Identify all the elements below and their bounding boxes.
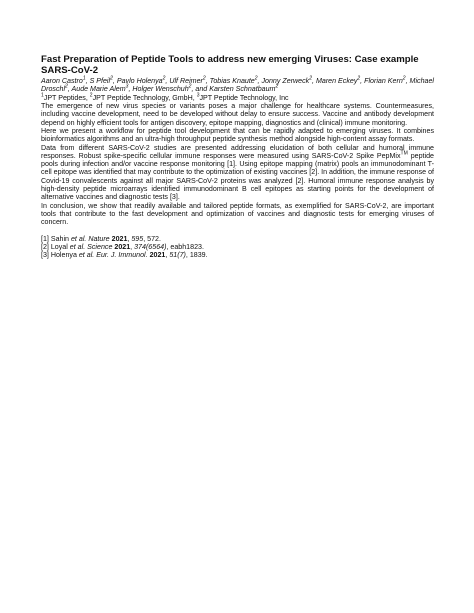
author: S Pfeil$^2$ bbox=[89, 75, 113, 86]
reference-item: [3] Holenya et al. Eur. J. Immunol. 2021, 51(7), 1839. bbox=[41, 251, 208, 260]
paragraph-intro: The emergence of new virus species or variants poses a major challenge for healthcare systems. Countermeasures, including vaccine development, need to be developed without delay to ensure success. Vaccine and antibody development depend on highly efficient tools for antigen discovery, epitope mapping, diagnostics and (clinical) immune monitoring. bbox=[41, 102, 434, 127]
author: and Karsten Schnatbaum$^2$ bbox=[195, 84, 279, 94]
author-list: Aaron Castro$^1$, S Pfeil$^2$, Pavlo Holenya$^2$, Ulf Reimer$^2$, Tobias Knaute$^2$, Jonny Zerweck$^2$, Maren Eckey$^2$, Florian Kern$^2$, Michael Droschl$^2$, Aude Marie Alem$^3$, Holger Wenschuh$^2$, and Karsten Schnatbaum$^2$ bbox=[41, 75, 434, 94]
reference-item: [2] Loyal et al. Science 2021, 374(6564), eabh1823. bbox=[41, 242, 204, 251]
affiliations: $^1$JPT Peptides, $^2$JPT Peptide Technology, GmbH, $^3$JPT Peptide Technology, Inc bbox=[41, 92, 289, 102]
author: Holger Wenschuh$^2$ bbox=[132, 84, 192, 94]
author: Aude Marie Alem$^3$ bbox=[71, 84, 129, 94]
author: Ulf Reimer$^2$ bbox=[169, 75, 206, 86]
author: Florian Kern$^2$ bbox=[364, 75, 406, 86]
abstract-body bbox=[41, 102, 434, 226]
abstract-page bbox=[41, 55, 434, 259]
author: Jonny Zerweck$^2$ bbox=[261, 75, 312, 86]
author: Pavlo Holenya$^2$ bbox=[116, 75, 166, 86]
author: Michael Droschl$^2$ bbox=[41, 77, 434, 94]
abstract-title: Fast Preparation of Peptide Tools to address new emerging Viruses: Case example SARS-CoV-2 bbox=[41, 54, 419, 76]
author: Aaron Castro$^1$ bbox=[41, 75, 86, 86]
paragraph-conclusion: In conclusion, we show that readily available and tailored peptide formats, as exemplified for SARS-CoV-2, are important tools that contribute to the fast development and optimization of vaccines and diagnostic tests for emerging viruses of concern. bbox=[41, 201, 434, 227]
author: Maren Eckey$^2$ bbox=[315, 75, 361, 86]
reference-list bbox=[41, 235, 434, 260]
paragraph-workflow: Here we present a workflow for peptide tool development that can be rapidly adapted to emerging viruses. It combines bioinformatics algorithms and an ultra-high throughput peptide synthesis method alongside high-content assay formats. bbox=[41, 126, 434, 144]
author: Tobias Knaute$^2$ bbox=[209, 75, 258, 86]
paragraph-results: Data from different SARS-CoV-2 studies are presented addressing elucidation of both cellular and humoral immune responses. Robust spike-specific cellular immune responses were measured using SARS-CoV-2 Spike PepMix™ peptide pools during infection and/or vaccine response monitoring [1]. Using epitope mapping (matrix) pools an immunodominant T-cell epitope was identified that may contribute to the optimization of existing vaccines [2]. In addition, the immune response of Covid-19 convalescents against all major SARS-CoV-2 proteins was analyzed [2]. Humoral immune response analysis by high-density peptide microarrays identified immunodominant B cell epitopes as starting points for the development of alternative vaccines and diagnostic tests [3]. bbox=[41, 143, 434, 202]
reference-item: [1] Sahin et al. Nature 2021, 595, 572. bbox=[41, 234, 161, 243]
